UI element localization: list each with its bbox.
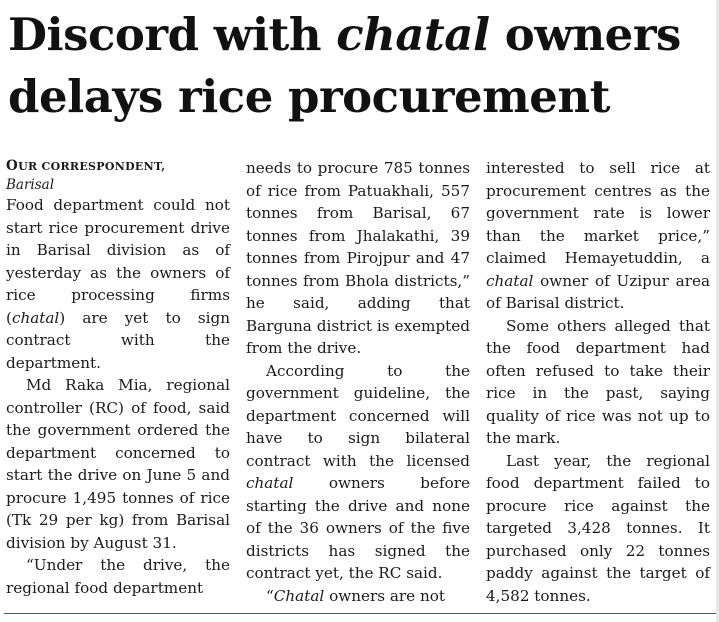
paragraph-5-italic: Chatal (273, 586, 325, 605)
paragraph-4-text-b: owners before starting the drive and none of the 36 owners of the five districts has signed the contract yet, the RC said. (246, 474, 470, 582)
paragraph-2: Md Raka Mia, regional controller (RC) of food, said the government ordered the department concerned to start the drive on June 5 and procure 1,495 tonnes of rice (Tk 29 per kg) from Barisal division by August 31. (6, 376, 230, 552)
paragraph-5-cont-text-a: interested to sell rice at procurement centres as the government rate is lower than the market price,” claimed Hemayetuddin, a (486, 159, 710, 267)
article-column-3 (486, 157, 710, 607)
paragraph-1-text-b: ) are yet to sign contract with the department. (6, 308, 230, 372)
paragraph-6: Some others alleged that the food department had often refused to take their rice in the past, saying quality of rice was not up to the mark. (486, 316, 710, 447)
paragraph-5-cont-text-b: owner of Uzipur area of Barisal district. (486, 271, 710, 312)
paragraph-7: Last year, the regional food department failed to procure rice against the targeted 3,428 tonnes. It purchased only 22 tonnes paddy against the target of 4,582 tonnes. (486, 451, 710, 605)
headline-text-1: Discord with (8, 8, 337, 61)
headline-italic-word: chatal (336, 8, 490, 61)
bottom-divider (4, 613, 716, 614)
paragraph-4-italic: chatal (246, 474, 294, 492)
paragraph-5-quote: “ (266, 586, 274, 605)
paragraph-5-text: owners are not (324, 586, 446, 605)
paragraph-4-text-a: According to the government guideline, the department concerned will have to sign bilateral contract with the licensed (246, 361, 470, 470)
byline (6, 157, 230, 176)
paragraph-5 (246, 585, 470, 608)
byline-initial: O (6, 158, 19, 174)
paragraph-1-text-a: Food department could not start rice procurement drive in Barisal division as of yesterday as the owners of rice processing firms ( (6, 196, 230, 327)
dateline: Barisal (6, 177, 55, 193)
paragraph-1-italic: chatal (11, 308, 60, 327)
paragraph-1 (6, 194, 230, 374)
paragraph-3-continued: needs to procure 785 tonnes of rice from Patuakhali, 557 tonnes from Barisal, 67 tonnes from Jhalakathi, 39 tonnes from Pirojpur and 47 tonnes from Bhola districts,” he said, adding that Barguna district is exempted from the drive. (246, 159, 470, 357)
headline-text-2: owners delays rice procurement (8, 8, 681, 123)
paragraph-5-cont-italic: chatal (486, 271, 534, 290)
paragraph-4 (246, 360, 470, 585)
paragraph-3: “Under the drive, the regional food department (6, 556, 230, 597)
headline (8, 4, 714, 128)
byline-rest: UR CORRESPONDENT, (18, 160, 166, 173)
paragraph-5-continued (486, 157, 710, 315)
article-column-2 (246, 157, 470, 607)
article-column-1 (6, 157, 230, 599)
